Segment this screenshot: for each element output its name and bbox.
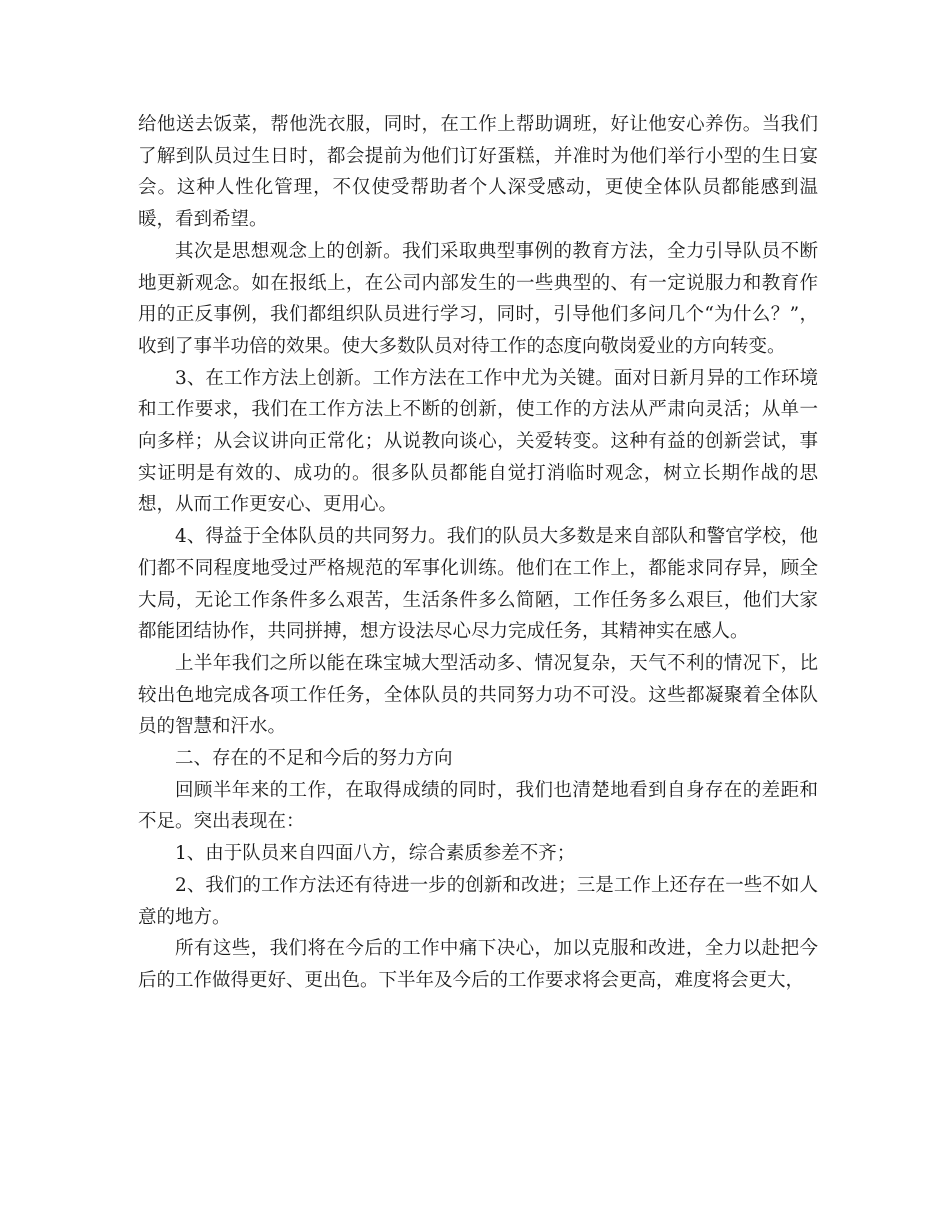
- document-body: [138, 109, 818, 997]
- section-heading: 二、存在的不足和今后的努力方向: [175, 748, 453, 770]
- list-item: 2、我们的工作方法还有待进一步的创新和改进；三是工作上还存在一些不如人意的地方。: [138, 874, 818, 928]
- paragraph: 给他送去饭菜，帮他洗衣服，同时，在工作上帮助调班，好让他安心养伤。当我们了解到队员过生日时，都会提前为他们订好蛋糕，并准时为他们举行小型的生日宴会。这种人性化管理，不仅使受帮助者个人深受感动，更使全体队员都能感到温暖，看到希望。: [138, 114, 818, 231]
- paragraph: 回顾半年来的工作，在取得成绩的同时，我们也清楚地看到自身存在的差距和不足。突出表现在：: [138, 779, 818, 833]
- paragraph: 其次是思想观念上的创新。我们采取典型事例的教育方法，全力引导队员不断地更新观念。如在报纸上，在公司内部发生的一些典型的、有一定说服力和教育作用的正反事例，我们都组织队员进行学习，同时，引导他们多问几个“为什么？”，收到了事半功倍的效果。使大多数队员对待工作的态度向敬岗爱业的方向转变。: [138, 240, 818, 357]
- paragraph: 所有这些，我们将在今后的工作中痛下决心，加以克服和改进，全力以赴把今后的工作做得更好、更出色。下半年及今后的工作要求将会更高，难度将会更大，: [138, 938, 818, 991]
- paragraph: 上半年我们之所以能在珠宝城大型活动多、情况复杂，天气不利的情况下，比较出色地完成各项工作任务，全体队员的共同努力功不可没。这些都凝聚着全体队员的智慧和汗水。: [138, 652, 818, 738]
- paragraph: 4、得益于全体队员的共同努力。我们的队员大多数是来自部队和警官学校，他们都不同程度地受过严格规范的军事化训练。他们在工作上，都能求同存异，顾全大局，无论工作条件多么艰苦，生活条件多么简陋，工作任务多么艰巨，他们大家都能团结协作，共同拼搏，想方设法尽心尽力完成任务，其精神实在感人。: [138, 526, 818, 643]
- paragraph: 3、在工作方法上创新。工作方法在工作中尤为关键。面对日新月异的工作环境和工作要求，我们在工作方法上不断的创新，使工作的方法从严肃向灵活；从单一向多样；从会议讲向正常化；从说教向谈心，关爱转变。这种有益的创新尝试，事实证明是有效的、成功的。很多队员都能自觉打消临时观念，树立长期作战的思想，从而工作更安心、更用心。: [138, 367, 818, 516]
- list-item: 1、由于队员来自四面八方，综合素质参差不齐；: [175, 843, 576, 865]
